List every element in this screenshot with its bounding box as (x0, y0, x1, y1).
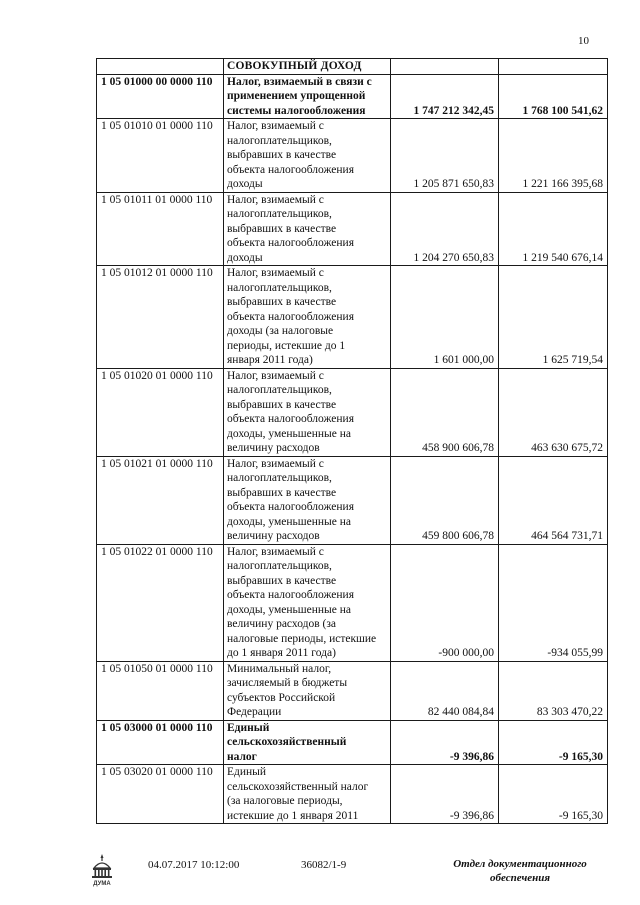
row-name-line: зачисляемый в бюджеты (227, 677, 348, 689)
row-name-line: выбравших в качестве (227, 574, 337, 587)
row-name-line: выбравших в качестве (227, 149, 337, 161)
row-name-line: выбравших в качестве (227, 222, 337, 235)
row-name-line: величину расходов (227, 442, 320, 454)
row-name-line: применением упрощенной (227, 90, 366, 102)
row-name-line: выбравших в качестве (227, 486, 337, 499)
row-amount-1: 1 601 000,00 (391, 266, 499, 369)
row-code: 1 05 01011 01 0000 110 (97, 192, 224, 266)
row-name-line: объекта налогообложения (227, 163, 354, 176)
department-line: Отдел документационного (453, 858, 587, 870)
row-name-line: Федерации (227, 706, 282, 718)
row-amount-1: 1 205 871 650,83 (391, 119, 499, 193)
row-name-line: доходы, уменьшенные на (227, 427, 351, 440)
row-name-line: Налог, взимаемый с (227, 545, 324, 558)
row-name-line: налогоплательщиков, (227, 384, 332, 396)
department-line: обеспечения (489, 872, 550, 884)
row-amount-1: 82 440 084,84 (391, 661, 499, 720)
table-row (97, 192, 608, 266)
table-row (97, 266, 608, 369)
row-amount-2: 464 564 731,71 (499, 456, 608, 544)
row-amount-2: 1 221 166 395,68 (499, 119, 608, 193)
row-name-line: (за налоговые периоды, (227, 795, 343, 807)
row-name-line: субъектов Российской (227, 691, 336, 704)
row-name-line: Налог, взимаемый с (227, 369, 324, 382)
row-code: 1 05 01050 01 0000 110 (97, 661, 224, 720)
row-name-line: объекта налогообложения (227, 237, 354, 249)
row-amount-2: 1 219 540 676,14 (499, 192, 608, 266)
footer-department (440, 857, 600, 885)
footer-doc-number: 36082/1-9 (301, 859, 347, 871)
row-code: 1 05 03000 01 0000 110 (97, 720, 224, 765)
row-name-line: Единый (227, 721, 270, 734)
row-name-line: величину расходов (227, 530, 320, 542)
row-amount-1: 1 204 270 650,83 (391, 192, 499, 266)
row-name-line: доходы, уменьшенные на (227, 515, 351, 528)
row-name-line: Налог, взимаемый с (227, 267, 324, 279)
footer-date: 04.07.2017 10:12:00 (148, 859, 240, 871)
row-code: 1 05 01000 00 0000 110 (97, 74, 224, 119)
row-name-line: налоговые периоды, истекшие (227, 632, 377, 645)
row-name-line: доходы (227, 178, 263, 190)
row-amount-2: 1 625 719,54 (499, 266, 608, 369)
row-name (224, 74, 391, 119)
row-name-line: налогоплательщиков, (227, 560, 332, 572)
row-name-line: доходы (227, 251, 263, 264)
row-name-line: Налог, взимаемый в связи с (227, 75, 372, 88)
row-name-line: Единый (227, 766, 267, 778)
table-row (97, 661, 608, 720)
row-name-line: до 1 января 2011 года) (227, 647, 336, 659)
row-name-line: налогоплательщиков, (227, 208, 332, 220)
row-code: 1 05 01010 01 0000 110 (97, 119, 224, 193)
budget-table (96, 58, 608, 824)
row-code: 1 05 01021 01 0000 110 (97, 456, 224, 544)
row-name (224, 192, 391, 266)
table-row (97, 765, 608, 824)
row-name-line: сельскохозяйственный налог (227, 780, 369, 793)
row-name-line: Налог, взимаемый с (227, 457, 324, 470)
row-name-line: выбравших в качестве (227, 296, 337, 308)
row-name-line: сельскохозяйственный (227, 736, 347, 748)
row-amount-2: 1 768 100 541,62 (499, 74, 608, 119)
duma-emblem-icon (88, 852, 116, 888)
row-amount-2: 463 630 675,72 (499, 368, 608, 456)
row-name-line: объекта налогообложения (227, 310, 354, 323)
row-name-line: налогоплательщиков, (227, 281, 332, 294)
row-name (224, 266, 391, 369)
row-name (224, 544, 391, 661)
section-title: СОВОКУПНЫЙ ДОХОД (224, 59, 391, 75)
row-amount-1: 459 800 606,78 (391, 456, 499, 544)
logo-text: ДУМА (93, 881, 111, 887)
row-amount-2: 83 303 470,22 (499, 661, 608, 720)
row-name-line: доходы (за налоговые (227, 325, 334, 337)
row-code: 1 05 01012 01 0000 110 (97, 266, 224, 369)
row-code: 1 05 01022 01 0000 110 (97, 544, 224, 661)
row-name (224, 368, 391, 456)
row-name-line: налогоплательщиков, (227, 472, 332, 484)
table-row (97, 368, 608, 456)
row-name-line: периоды, истекшие до 1 (227, 339, 346, 352)
row-amount-2: -9 165,30 (499, 720, 608, 765)
row-code: 1 05 03020 01 0000 110 (97, 765, 224, 824)
row-name-line: Налог, взимаемый с (227, 120, 324, 132)
row-name (224, 765, 391, 824)
row-name-line: объекта налогообложения (227, 413, 354, 425)
row-name-line: объекта налогообложения (227, 501, 354, 513)
row-name-line: Налог, взимаемый с (227, 193, 324, 206)
row-name-line: истекшие до 1 января 2011 (227, 809, 359, 822)
row-name-line: выбравших в качестве (227, 398, 337, 411)
row-name (224, 661, 391, 720)
row-name (224, 720, 391, 765)
row-name-line: доходы, уменьшенные на (227, 603, 351, 616)
table-row (97, 74, 608, 119)
row-amount-1: -900 000,00 (391, 544, 499, 661)
row-name-line: Минимальный налог, (227, 662, 332, 675)
page-number: 10 (578, 35, 589, 47)
row-name-line: января 2011 года) (227, 354, 313, 366)
row-amount-1: -9 396,86 (391, 765, 499, 824)
row-amount-1: 1 747 212 342,45 (391, 74, 499, 119)
row-name (224, 456, 391, 544)
table-row (97, 456, 608, 544)
row-amount-2: -934 055,99 (499, 544, 608, 661)
table-row (97, 720, 608, 765)
row-name-line: налогоплательщиков, (227, 134, 332, 147)
row-name-line: системы налогообложения (227, 104, 366, 117)
row-amount-2: -9 165,30 (499, 765, 608, 824)
row-name (224, 119, 391, 193)
table-row (97, 119, 608, 193)
table-row (97, 544, 608, 661)
row-amount-1: 458 900 606,78 (391, 368, 499, 456)
row-name-line: объекта налогообложения (227, 589, 354, 601)
row-amount-1: -9 396,86 (391, 720, 499, 765)
section-header-row (97, 59, 608, 75)
row-name-line: налог (227, 750, 257, 763)
row-code: 1 05 01020 01 0000 110 (97, 368, 224, 456)
row-name-line: величину расходов (за (227, 618, 336, 630)
